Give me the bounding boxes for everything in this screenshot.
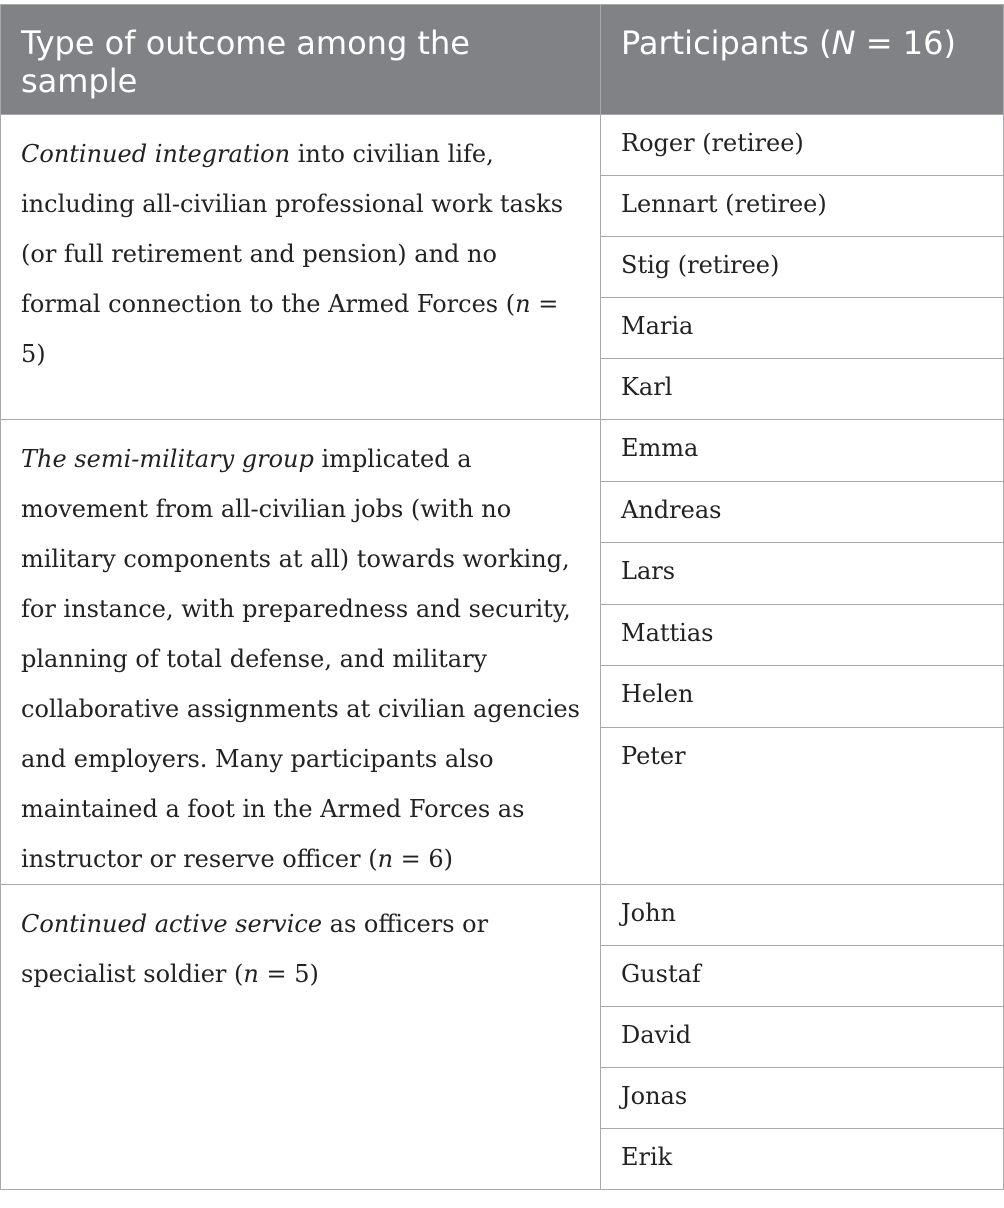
participant-name: Roger (retiree) <box>601 115 1004 176</box>
outcome-text: into civilian life, including all-civilian professional work tasks (or full retirement and pension) and no formal connection to the Armed Forces ( <box>21 140 564 318</box>
participant-name: Karl <box>601 359 1004 420</box>
outcome-lead: Continued integration <box>21 140 291 168</box>
participant-name: Jonas <box>601 1068 1004 1129</box>
participant-name: Lennart (retiree) <box>601 176 1004 237</box>
header-participants-prefix: Participants ( <box>621 24 832 62</box>
outcome-lead: The semi-military group <box>21 445 314 473</box>
header-participants-var: N <box>831 24 856 62</box>
outcome-n-value: = 5) <box>258 960 319 988</box>
participant-name: Helen <box>601 666 1004 728</box>
participant-name: Andreas <box>601 481 1004 543</box>
participant-name: David <box>601 1007 1004 1068</box>
participant-name: Stig (retiree) <box>601 237 1004 298</box>
participant-name: John <box>601 885 1004 946</box>
participant-name: Lars <box>601 543 1004 605</box>
outcome-text: implicated a movement from all-civilian jobs (with no military components at all) towards working, for instance, with preparedness and security, planning of total defense, and military collaborative assignments at civilian agencies and employers. Many participants also maintained a foot in the Armed Forces as instructor or reserve officer ( <box>21 445 580 873</box>
header-outcome-type: Type of outcome among the sample <box>1 5 601 115</box>
header-participants <box>601 5 1004 115</box>
header-row <box>1 5 1004 115</box>
table-row <box>1 885 1004 946</box>
participant-name: Peter <box>601 727 1004 884</box>
participant-name: Erik <box>601 1129 1004 1190</box>
outcome-n-var: n <box>515 290 531 318</box>
outcome-n-var: n <box>243 960 259 988</box>
outcome-lead: Continued active service <box>21 910 323 938</box>
table-row <box>1 420 1004 482</box>
participant-name: Maria <box>601 298 1004 359</box>
outcome-n-var: n <box>377 845 394 873</box>
outcome-description <box>1 115 601 420</box>
participant-name: Emma <box>601 420 1004 482</box>
participant-name: Mattias <box>601 604 1004 666</box>
outcome-description <box>1 885 601 1190</box>
outcome-description <box>1 420 601 885</box>
outcome-text: as officers or specialist soldier ( <box>21 910 489 988</box>
table-row <box>1 115 1004 176</box>
participant-name: Gustaf <box>601 946 1004 1007</box>
outcomes-table <box>0 4 1004 1190</box>
header-participants-suffix: = 16) <box>855 24 956 62</box>
outcome-n-value: = 5) <box>21 290 559 368</box>
outcome-n-value: = 6) <box>393 845 454 873</box>
